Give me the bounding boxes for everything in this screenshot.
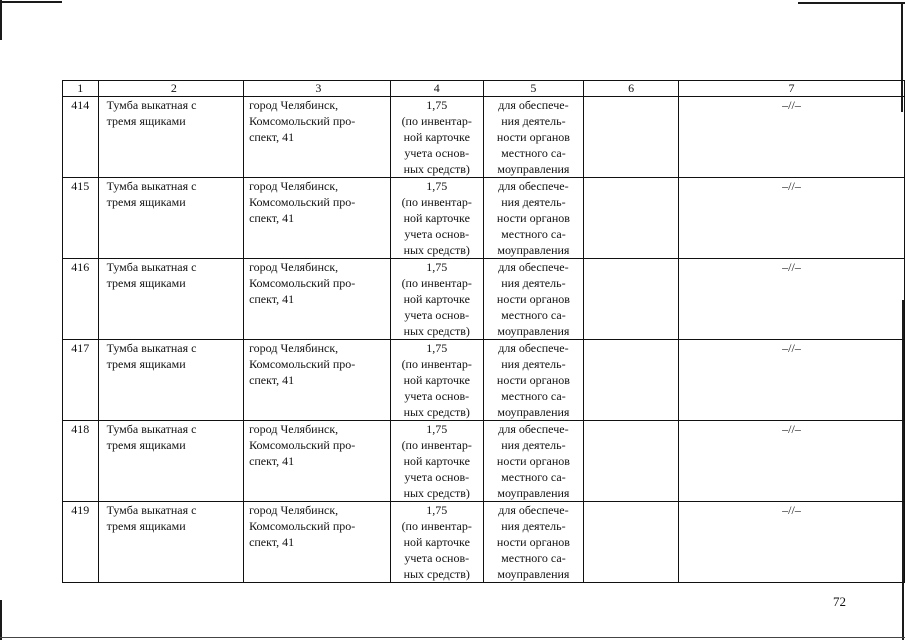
- item-value-line: (по инвентар-: [401, 438, 472, 452]
- item-value-line: ных средств): [403, 324, 470, 338]
- item-purpose-line: ния деятель-: [501, 357, 566, 371]
- item-column-6: [584, 502, 679, 583]
- item-address-line: Комсомольский про-: [249, 276, 356, 290]
- item-address-line: город Челябинск,: [249, 179, 339, 193]
- item-purpose: [483, 178, 583, 259]
- item-purpose-line: ния деятель-: [501, 276, 566, 290]
- column-number-7: 7: [679, 81, 905, 97]
- column-number-1: 1: [63, 81, 99, 97]
- column-number-6: 6: [584, 81, 679, 97]
- item-value-line: 1,75: [426, 98, 448, 112]
- item-value-line: ной карточке: [403, 454, 470, 468]
- item-column-6: [584, 340, 679, 421]
- item-value-line: 1,75: [426, 422, 448, 436]
- item-value-line: ной карточке: [403, 130, 470, 144]
- item-address-line: Комсомольский про-: [249, 114, 356, 128]
- page-number: 72: [833, 594, 846, 609]
- column-number-header-row: [63, 81, 905, 97]
- item-address-line: спект, 41: [249, 535, 295, 549]
- item-value-line: (по инвентар-: [401, 357, 472, 371]
- item-column-6: [584, 421, 679, 502]
- item-address-line: Комсомольский про-: [249, 195, 356, 209]
- item-purpose-line: для обеспече-: [498, 260, 569, 274]
- column-number-4: 4: [390, 81, 483, 97]
- item-name: [98, 259, 243, 340]
- item-value-line: учета основ-: [404, 227, 470, 241]
- item-purpose-line: моуправления: [497, 243, 570, 257]
- row-number: 419: [63, 502, 99, 583]
- item-purpose-line: моуправления: [497, 486, 570, 500]
- row-number: 417: [63, 340, 99, 421]
- item-value-line: (по инвентар-: [401, 276, 472, 290]
- item-note: –//–: [679, 502, 905, 583]
- item-purpose-line: местного са-: [501, 470, 566, 484]
- item-purpose-line: моуправления: [497, 324, 570, 338]
- item-purpose-line: местного са-: [501, 227, 566, 241]
- item-purpose-line: для обеспече-: [498, 179, 569, 193]
- item-name: [98, 502, 243, 583]
- item-purpose: [483, 421, 583, 502]
- row-number: 414: [63, 97, 99, 178]
- item-value-line: ных средств): [403, 162, 470, 176]
- item-name-line: тремя ящиками: [106, 519, 186, 533]
- item-name: [98, 421, 243, 502]
- item-name-line: тремя ящиками: [106, 276, 186, 290]
- item-name-line: тремя ящиками: [106, 357, 186, 371]
- table-row: [63, 421, 905, 502]
- item-value: [390, 178, 483, 259]
- item-name-line: Тумба выкатная с: [106, 422, 197, 436]
- item-purpose-line: моуправления: [497, 567, 570, 581]
- item-value-line: ной карточке: [403, 373, 470, 387]
- scan-border-bottom: [0, 637, 905, 638]
- item-purpose-line: ности органов: [496, 292, 570, 306]
- item-purpose: [483, 502, 583, 583]
- item-address-line: спект, 41: [249, 292, 295, 306]
- item-purpose: [483, 340, 583, 421]
- scan-border-top-right: [798, 2, 905, 4]
- item-address-line: спект, 41: [249, 373, 295, 387]
- item-value-line: ных средств): [403, 486, 470, 500]
- item-address-line: спект, 41: [249, 130, 295, 144]
- item-value-line: учета основ-: [404, 308, 470, 322]
- item-value: [390, 340, 483, 421]
- item-purpose-line: местного са-: [501, 308, 566, 322]
- item-purpose-line: для обеспече-: [498, 503, 569, 517]
- item-value-line: ных средств): [403, 567, 470, 581]
- item-purpose-line: ния деятель-: [501, 438, 566, 452]
- table-row: [63, 259, 905, 340]
- item-purpose: [483, 259, 583, 340]
- item-value-line: ных средств): [403, 243, 470, 257]
- item-purpose-line: ния деятель-: [501, 519, 566, 533]
- item-value-line: (по инвентар-: [401, 195, 472, 209]
- item-name: [98, 178, 243, 259]
- item-address-line: город Челябинск,: [249, 260, 339, 274]
- row-number: 415: [63, 178, 99, 259]
- row-number: 416: [63, 259, 99, 340]
- item-value-line: учета основ-: [404, 551, 470, 565]
- item-address: [244, 178, 391, 259]
- item-purpose: [483, 97, 583, 178]
- table-row: [63, 340, 905, 421]
- table-row: [63, 502, 905, 583]
- item-name-line: тремя ящиками: [106, 195, 186, 209]
- item-value-line: ной карточке: [403, 535, 470, 549]
- item-note: –//–: [679, 97, 905, 178]
- item-purpose-line: моуправления: [497, 162, 570, 176]
- item-address: [244, 502, 391, 583]
- item-name-line: Тумба выкатная с: [106, 341, 197, 355]
- item-purpose-line: ности органов: [496, 373, 570, 387]
- item-address: [244, 340, 391, 421]
- scan-border-top-left: [0, 1, 62, 3]
- item-value: [390, 502, 483, 583]
- item-purpose-line: ности органов: [496, 211, 570, 225]
- item-value: [390, 421, 483, 502]
- item-value-line: учета основ-: [404, 470, 470, 484]
- table-body: [63, 97, 905, 583]
- column-number-3: 3: [244, 81, 391, 97]
- item-note: –//–: [679, 178, 905, 259]
- item-address-line: Комсомольский про-: [249, 519, 356, 533]
- item-purpose-line: для обеспече-: [498, 341, 569, 355]
- item-purpose-line: для обеспече-: [498, 98, 569, 112]
- item-value-line: 1,75: [426, 260, 448, 274]
- item-address-line: спект, 41: [249, 454, 295, 468]
- item-column-6: [584, 259, 679, 340]
- item-column-6: [584, 97, 679, 178]
- scan-border-left: [0, 0, 2, 40]
- item-value-line: ной карточке: [403, 211, 470, 225]
- document-table-wrapper: [62, 80, 905, 583]
- table-row: [63, 178, 905, 259]
- item-value-line: 1,75: [426, 341, 448, 355]
- item-purpose-line: моуправления: [497, 405, 570, 419]
- item-address: [244, 259, 391, 340]
- item-address-line: город Челябинск,: [249, 422, 339, 436]
- item-address: [244, 97, 391, 178]
- item-note: –//–: [679, 259, 905, 340]
- item-column-6: [584, 178, 679, 259]
- column-number-5: 5: [483, 81, 583, 97]
- item-name: [98, 97, 243, 178]
- item-name: [98, 340, 243, 421]
- item-note: –//–: [679, 340, 905, 421]
- item-purpose-line: местного са-: [501, 146, 566, 160]
- item-value-line: (по инвентар-: [401, 114, 472, 128]
- row-number: 418: [63, 421, 99, 502]
- item-value-line: 1,75: [426, 179, 448, 193]
- item-address-line: Комсомольский про-: [249, 357, 356, 371]
- item-purpose-line: ния деятель-: [501, 195, 566, 209]
- item-value-line: ной карточке: [403, 292, 470, 306]
- item-purpose-line: ния деятель-: [501, 114, 566, 128]
- item-value: [390, 259, 483, 340]
- item-value-line: учета основ-: [404, 389, 470, 403]
- item-address-line: город Челябинск,: [249, 341, 339, 355]
- item-address-line: спект, 41: [249, 211, 295, 225]
- item-purpose-line: местного са-: [501, 389, 566, 403]
- item-value-line: 1,75: [426, 503, 448, 517]
- item-value-line: (по инвентар-: [401, 519, 472, 533]
- item-name-line: Тумба выкатная с: [106, 179, 197, 193]
- item-address-line: Комсомольский про-: [249, 438, 356, 452]
- item-value-line: учета основ-: [404, 146, 470, 160]
- item-note: –//–: [679, 421, 905, 502]
- item-purpose-line: ности органов: [496, 535, 570, 549]
- column-number-2: 2: [98, 81, 243, 97]
- item-name-line: Тумба выкатная с: [106, 503, 197, 517]
- item-name-line: тремя ящиками: [106, 438, 186, 452]
- table-row: [63, 97, 905, 178]
- property-register-table: [62, 80, 905, 583]
- item-name-line: Тумба выкатная с: [106, 98, 197, 112]
- item-address: [244, 421, 391, 502]
- scan-border-left-lower: [0, 600, 2, 640]
- item-purpose-line: для обеспече-: [498, 422, 569, 436]
- item-value: [390, 97, 483, 178]
- item-purpose-line: местного са-: [501, 551, 566, 565]
- item-purpose-line: ности органов: [496, 130, 570, 144]
- item-value-line: ных средств): [403, 405, 470, 419]
- item-address-line: город Челябинск,: [249, 503, 339, 517]
- item-name-line: тремя ящиками: [106, 114, 186, 128]
- item-address-line: город Челябинск,: [249, 98, 339, 112]
- item-name-line: Тумба выкатная с: [106, 260, 197, 274]
- item-purpose-line: ности органов: [496, 454, 570, 468]
